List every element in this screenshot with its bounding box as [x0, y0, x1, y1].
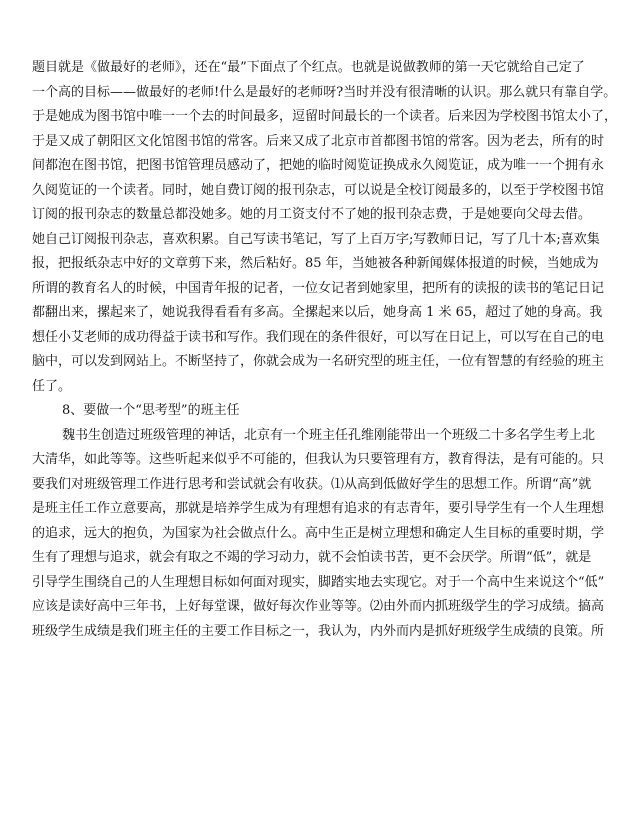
text-line: 想任小艾老师的成功得益于读书和写作。我们现在的条件很好，可以写在日记上，可以写在自己的电: [32, 329, 605, 345]
text-line: 是班主任工作立意要高，那就是培养学生成为有理想有追求的有志青年，要引导学生有一个人生理想: [32, 501, 605, 516]
section-heading: 8、要做一个“思考型”的班主任: [62, 403, 240, 418]
text-line: 题目就是《做最好的老师》，还在“最”下面点了个红点。也就是说做教师的第一天它就给自己定了: [32, 60, 585, 75]
text-line: 于是又成了朝阳区文化馆图书馆的常客。后来又成了北京市首都图书馆的常客。因为老去，所有的时: [32, 133, 605, 149]
text-line: 所谓的教育名人的时候，中国青年报的记者，一位女记者到她家里，把所有的读报的读书的笔记日记: [32, 280, 605, 296]
text-line: 大清华，如此等等。这些听起来似乎不可能的，但我认为只要管理有方，教育得法，是有可能的。只: [32, 452, 605, 467]
text-line: 应该是读好高中三年书，上好每堂课，做好每次作业等等。⑵由外而内抓班级学生的学习成绩。搞高: [32, 599, 605, 614]
text-line: 班级学生成绩是我们班主任的主要工作目标之一，我认为，内外而内是抓好班级学生成绩的良策。所: [32, 623, 605, 639]
paragraph-reading-habits: [32, 56, 617, 399]
text-line: 生有了理想与追求，就会有取之不竭的学习动力，就不会怕读书苦，更不会厌学。所谓“低”，就是: [32, 550, 592, 565]
text-line: 都翻出来，摞起来了，她说我得看看有多高。全摞起来以后，她身高 1 米 65，超过了她的身高。我: [32, 305, 603, 320]
text-line: 引导学生围绕自己的人生理想目标如何面对现实，脚踏实地去实现它。对于一个高中生来说这个“低”: [32, 574, 605, 590]
paragraph-thinking-teacher: [32, 424, 605, 645]
text-line: 任了。: [32, 378, 72, 394]
text-line: 的追求，远大的抱负，为国家为社会做点什么。高中生正是树立理想和确定人生目标的重要时期，学: [32, 525, 605, 541]
text-line: 报，把报纸杂志中好的文章剪下来，然后粘好。85 年，当她被各种新闻媒体报道的时候，当她成为: [32, 256, 599, 271]
text-line: 脑中，可以发到网站上。不断坚持了，你就会成为一名研究型的班主任，一位有智慧的有经验的班主: [32, 354, 605, 369]
text-line: 魏书生创造过班级管理的神话，北京有一个班主任孔维刚能带出一个班级二十多名学生考上北: [62, 427, 596, 443]
document-body: [32, 56, 617, 644]
text-line: 要我们对班级管理工作进行思考和尝试就会有收获。⑴从高到低做好学生的思想工作。所谓“高”就: [32, 476, 592, 492]
text-line: 间都泡在图书馆，把图书馆管理员感动了，把她的临时阅览证换成永久阅览证，成为唯一一个拥有永: [32, 158, 605, 173]
text-line: 久阅览证的一个读者。同时，她自费订阅的报刊杂志，可以说是全校订阅最多的，以至于学校图书馆: [32, 182, 605, 198]
text-line: 她自己订阅报刊杂志，喜欢积累。自己写读书笔记，写了上百万字;写教师日记，写了几十本;喜欢集: [32, 231, 600, 247]
text-line: 一个高的目标——做最好的老师!什么是最好的老师呀?当时并没有很清晰的认识。那么就只有靠自学。: [32, 84, 617, 100]
text-line: 于是她成为图书馆中唯一一个去的时间最多，逗留时间最长的一个读者。后来因为学校图书馆太小了，: [32, 109, 617, 124]
text-line: 订阅的报刊杂志的数量总都没她多。她的月工资支付不了她的报刊杂志费，于是她要向父母去借。: [32, 207, 592, 222]
